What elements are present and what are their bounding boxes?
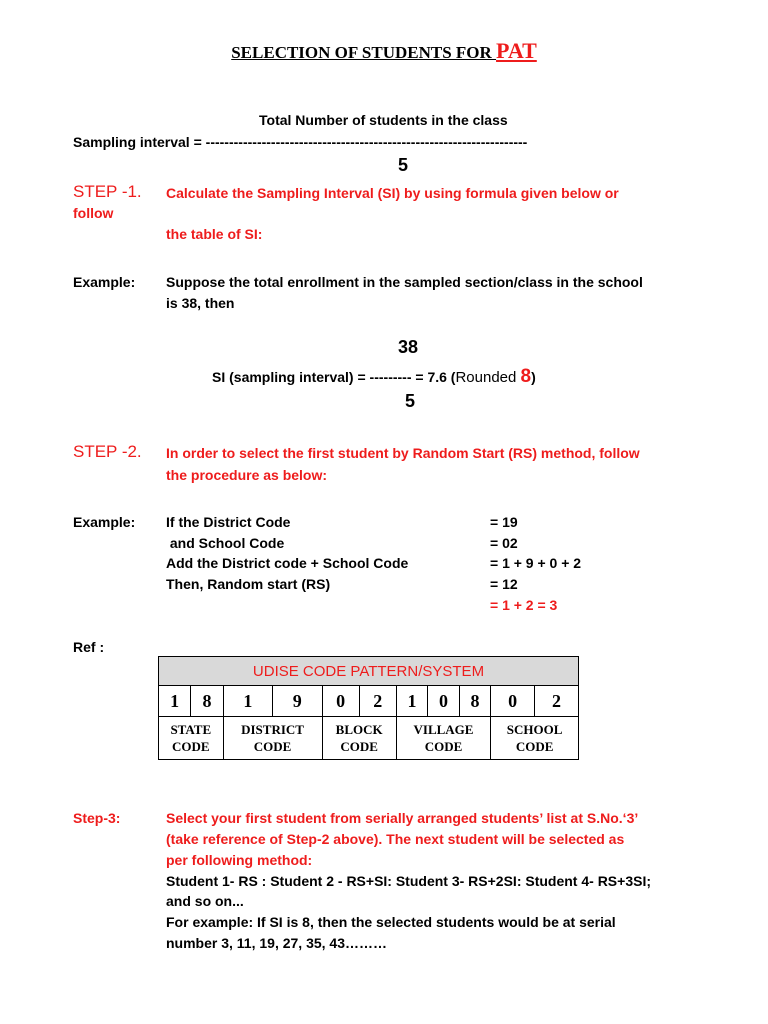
example2-row-right: = 19 [490,514,518,530]
udise-digit: 0 [322,686,359,717]
si-formula: SI (sampling interval) = --------- = 7.6 ( [212,369,456,385]
udise-digit: 9 [273,686,322,717]
udise-header-row [159,657,579,686]
example1-si-line [212,366,536,388]
step2-label: STEP -2. [73,442,142,461]
example1-label: Example: [73,274,136,290]
page-title [0,38,768,64]
example2-row-left: and School Code [166,535,285,551]
step3-red-line: Select your first student from serially arranged students’ list at S.No.‘3’ [166,810,639,826]
udise-digit: 2 [535,686,579,717]
example2-row-left: If the District Code [166,514,291,530]
title-accent: PAT [496,38,537,63]
village-code-label: VILLAGE CODE [396,717,490,760]
udise-digit: 0 [428,686,459,717]
udise-digit: 1 [396,686,427,717]
example2-row-left: Add the District code + School Code [166,555,409,571]
school-code-label: SCHOOL CODE [491,717,579,760]
step3-text-line: Student 1- RS : Student 2 - RS+SI: Student 3- RS+2SI: Student 4- RS+3SI; [166,873,651,889]
example1-line1: Suppose the total enrollment in the sampled section/class in the school [166,274,643,290]
ref-label: Ref : [73,639,105,655]
example1-denominator: 5 [405,391,416,411]
udise-digit: 8 [191,686,223,717]
formula-label: Sampling interval = [73,134,206,150]
step3-label: Step-3: [73,810,121,826]
example1-line2: is 38, then [166,295,235,311]
example2-label: Example: [73,514,136,530]
rounded-text: Rounded [455,369,521,386]
step1-text-line1: Calculate the Sampling Interval (SI) by using formula given below or [166,185,619,201]
rounded-close: ) [531,369,536,385]
step3-red-line: per following method: [166,852,313,868]
step1-text-line2: the table of SI: [166,226,263,242]
example2-result: = 1 + 2 = 3 [490,597,558,613]
step3-text-line: number 3, 11, 19, 27, 35, 43……… [166,935,387,951]
udise-digit: 8 [459,686,491,717]
step2-line1: In order to select the first student by Random Start (RS) method, follow [166,445,640,461]
step1-label: STEP -1. [73,182,142,201]
step3-red-line: (take reference of Step-2 above). The next student will be selected as [166,831,625,847]
district-code-label: DISTRICT CODE [223,717,322,760]
state-code-label: STATE CODE [159,717,224,760]
step2-line2: the procedure as below: [166,467,328,483]
udise-table [158,656,579,760]
example2-row-left: Then, Random start (RS) [166,576,331,592]
step3-text-line: and so on... [166,893,244,909]
rounded-value: 8 [520,366,532,387]
step3-text-line: For example: If SI is 8, then the selected students would be at serial [166,914,616,930]
example2-row-right: = 12 [490,576,518,592]
udise-digit: 2 [359,686,396,717]
udise-digit: 0 [491,686,535,717]
udise-digit: 1 [159,686,191,717]
title-main: SELECTION OF STUDENTS FOR [231,43,497,62]
formula-line [73,134,527,150]
udise-digits-row [159,686,579,717]
formula-numerator: Total Number of students in the class [259,112,508,128]
udise-header: UDISE CODE PATTERN/SYSTEM [159,657,579,686]
udise-digit: 1 [223,686,272,717]
step1-text-wrap: follow [73,205,114,221]
udise-labels-row [159,717,579,760]
example2-row-right: = 02 [490,535,518,551]
formula-dashes: --------------------------------------------------------------------- [205,134,528,150]
block-code-label: BLOCK CODE [322,717,396,760]
formula-denominator: 5 [398,155,409,175]
example1-numerator: 38 [398,337,419,357]
example2-row-right: = 1 + 9 + 0 + 2 [490,555,582,571]
